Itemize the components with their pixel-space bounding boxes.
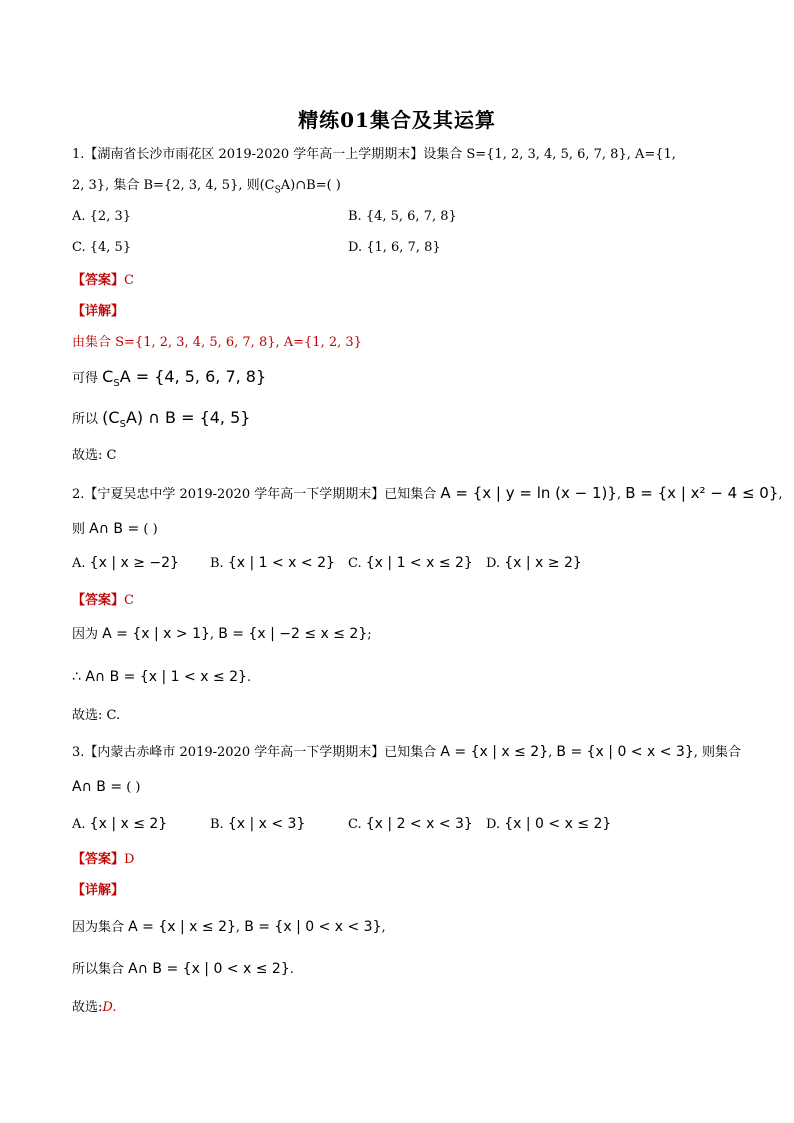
q1-detail-2-math	[102, 367, 267, 390]
q2-detail-1-prefix: 因为	[72, 627, 99, 642]
q2-option-a-math: {x | x ≥ −2}	[89, 555, 179, 571]
q2-answer	[72, 592, 134, 610]
q2-option-d	[486, 554, 582, 573]
q2-stem-text: 2.【宁夏吴忠中学 2019-2020 学年高一下学期期末】已知集合	[72, 487, 437, 502]
q3-stem-text: 3.【内蒙古赤峰市 2019-2020 学年高一下学期期末】已知集合	[72, 745, 437, 760]
q2-final-text: 故选: C.	[72, 708, 121, 723]
q1-option-b: B. {4, 5, 6, 7, 8}	[348, 209, 457, 224]
q2-set-b: B = {x | x² − 4 ≤ 0}	[625, 484, 779, 502]
q3-option-b-label: B.	[210, 817, 224, 832]
q1-detail-2-sub: S	[113, 378, 120, 390]
q2-stem-line2-prefix: 则	[72, 522, 86, 537]
q2-stem-sep: ,	[616, 487, 622, 502]
q2-detail-1-set-a: A = {x | x > 1}	[102, 626, 210, 642]
q2-detail-1-end: ;	[367, 627, 372, 642]
q1-final	[72, 447, 116, 465]
q2-answer-label: 【答案】	[72, 593, 125, 608]
q3-final	[72, 999, 116, 1017]
q2-detail-2-math: ∴ A∩ B = {x | 1 < x ≤ 2}	[72, 669, 247, 685]
q3-detail-2-prefix: 所以集合	[72, 962, 125, 977]
q1-detail-2-c: C	[102, 367, 114, 386]
q3-option-c	[348, 815, 473, 834]
q1-stem-line2-text: 2, 3}, 集合 B={2, 3, 4, 5}, 则(C	[72, 178, 275, 193]
q2-option-b	[210, 554, 335, 573]
q2-option-d-math: {x | x ≥ 2}	[504, 555, 582, 571]
q3-answer	[72, 851, 134, 869]
q3-set-a: A = {x | x ≤ 2}	[440, 744, 549, 760]
q2-stem-line1	[72, 482, 783, 506]
q3-detail-1-set-a: A = {x | x ≤ 2}	[128, 919, 236, 935]
q1-detail-3-sub: S	[119, 419, 126, 431]
q1-answer-label: 【答案】	[72, 273, 125, 288]
q3-stem-line2	[72, 778, 140, 797]
q1-answer-value: C	[124, 273, 134, 288]
q2-option-d-label: D.	[486, 556, 501, 571]
q3-stem-line2-math: A∩ B =	[72, 779, 123, 795]
q2-option-c-math: {x | 1 < x ≤ 2}	[365, 555, 473, 571]
q1-detail-1-text: 由集合 S={1, 2, 3, 4, 5, 6, 7, 8}, A={1, 2, 3}	[72, 335, 362, 350]
q2-stem-line2-math: A∩ B =	[89, 521, 140, 537]
q1-stem-line2-rest: A)∩B=( )	[280, 178, 341, 193]
q1-detail-2-rest: A = {4, 5, 6, 7, 8}	[119, 367, 267, 386]
q2-detail-1-set-b: B = {x | −2 ≤ x ≤ 2}	[218, 626, 368, 642]
q3-option-a-label: A.	[72, 817, 86, 832]
q2-option-a-label: A.	[72, 556, 86, 571]
q3-option-a-math: {x | x ≤ 2}	[89, 816, 168, 832]
q3-option-d-label: D.	[486, 817, 501, 832]
q3-option-b	[210, 815, 305, 834]
q2-option-c	[348, 554, 473, 573]
q3-stem-end: , 则集合	[693, 745, 741, 760]
q1-stem-sub: S	[274, 185, 281, 196]
q3-detail-1	[72, 918, 386, 937]
q3-detail-label: 【详解】	[72, 883, 125, 898]
q1-answer	[72, 272, 134, 290]
q1-detail-1	[72, 334, 362, 352]
q1-detail-3-c: (C	[102, 408, 120, 427]
q2-stem-line2	[72, 520, 158, 539]
q2-detail-1-sep: ,	[209, 627, 215, 642]
q3-option-d-math: {x | 0 < x ≤ 2}	[504, 816, 612, 832]
q1-stem-line2	[72, 177, 341, 200]
q3-option-c-label: C.	[348, 817, 362, 832]
q3-stem-line1	[72, 743, 741, 762]
q2-detail-2	[72, 668, 251, 687]
q2-answer-value: C	[124, 593, 134, 608]
q3-stem-sep: ,	[548, 745, 553, 760]
q3-detail-2	[72, 960, 294, 979]
q2-option-b-math: {x | 1 < x < 2}	[227, 555, 335, 571]
q1-detail-3-math	[102, 408, 251, 431]
q3-final-prefix: 故选:	[72, 1000, 103, 1015]
q3-set-b: B = {x | 0 < x < 3}	[556, 744, 694, 760]
q3-detail-1-end: ,	[381, 920, 386, 935]
q3-answer-label: 【答案】	[72, 852, 125, 867]
q2-set-a: A = {x | y = ln (x − 1)}	[440, 484, 617, 502]
q3-stem-line2-rest: ( )	[126, 780, 141, 795]
q3-detail-1-prefix: 因为集合	[72, 920, 125, 935]
q2-stem-end: ,	[778, 487, 783, 502]
q3-final-value: D.	[102, 1000, 117, 1015]
q1-detail-3-rest: A) ∩ B = {4, 5}	[125, 408, 251, 427]
q2-option-b-label: B.	[210, 556, 224, 571]
q1-option-d: D. {1, 6, 7, 8}	[348, 240, 441, 255]
q1-option-a: A. {2, 3}	[72, 209, 132, 224]
q3-option-a	[72, 815, 167, 834]
page-title: 精练01集合及其运算	[298, 108, 496, 132]
q1-detail-3-prefix: 所以	[72, 412, 99, 427]
q1-detail-2	[72, 366, 266, 395]
q2-detail-2-end: .	[246, 670, 252, 685]
q2-stem-line2-rest: ( )	[143, 522, 158, 537]
q2-option-c-label: C.	[348, 556, 362, 571]
q1-detail-2-prefix: 可得	[72, 371, 99, 386]
q2-option-a	[72, 554, 179, 573]
q1-detail-label: 【详解】	[72, 304, 125, 319]
q2-detail-1	[72, 625, 372, 644]
q3-option-c-math: {x | 2 < x < 3}	[365, 816, 473, 832]
q3-detail-2-end: .	[289, 962, 294, 977]
q3-detail-2-math: A∩ B = {x | 0 < x ≤ 2}	[128, 961, 290, 977]
q3-detail-1-sep: ,	[235, 920, 241, 935]
q1-detail-3	[72, 407, 250, 436]
q3-detail-1-set-b: B = {x | 0 < x < 3}	[244, 919, 382, 935]
q1-final-text: 故选: C	[72, 448, 117, 463]
q3-answer-value: D	[124, 852, 135, 867]
q1-stem-line1: 1.【湖南省长沙市雨花区 2019-2020 学年高一上学期期末】设集合 S={1, 2, 3, 4, 5, 6, 7, 8}, A={1,	[72, 147, 676, 162]
q1-option-c: C. {4, 5}	[72, 240, 132, 255]
q3-option-d	[486, 815, 611, 834]
q3-option-b-math: {x | x < 3}	[227, 816, 306, 832]
q2-final	[72, 707, 120, 725]
